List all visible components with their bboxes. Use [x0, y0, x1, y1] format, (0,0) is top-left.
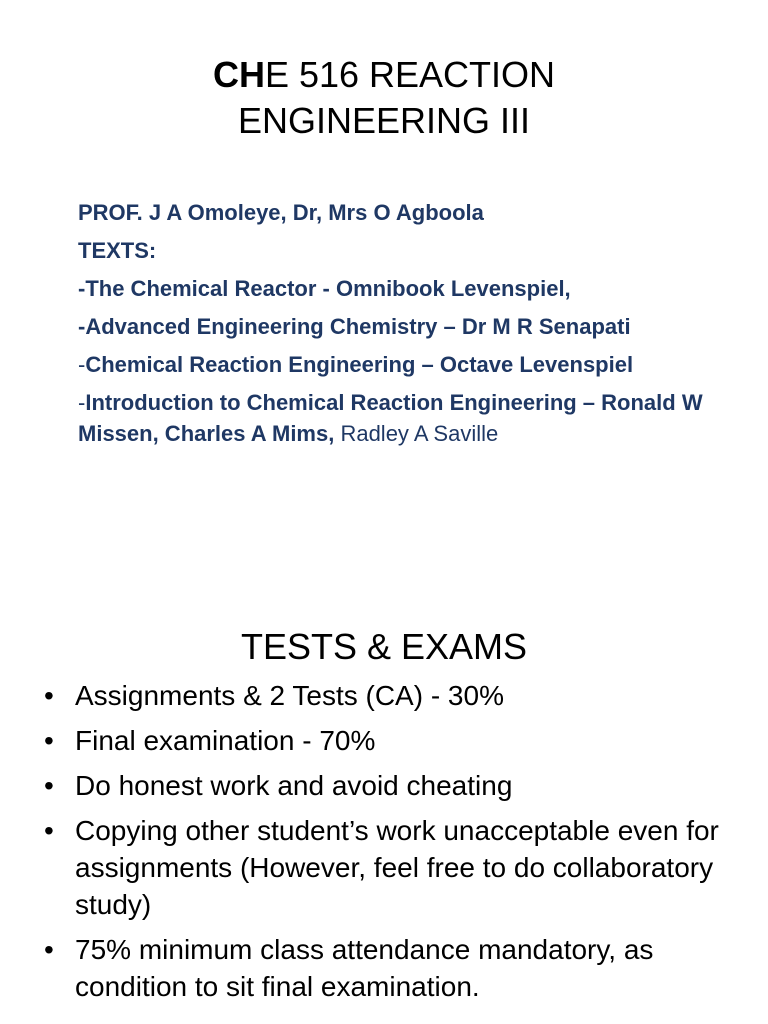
lecturers-line: PROF. J A Omoleye, Dr, Mrs O Agboola: [78, 200, 484, 225]
bullet-icon: •: [44, 815, 54, 846]
assessment-list: [44, 677, 744, 1013]
reference-text: -The Chemical Reactor - Omnibook Levenspiel,: [78, 276, 571, 301]
reference-item: [78, 311, 718, 342]
bullet-icon: •: [44, 770, 54, 801]
course-title-line1: E 516 REACTION: [264, 54, 556, 95]
assessment-item: [44, 767, 744, 804]
course-details-list: [78, 197, 718, 456]
reference-prefix: -: [78, 390, 86, 415]
reference-text: Chemical Reaction Engineering – Octave Levenspiel: [85, 352, 634, 377]
assessment-text: Do honest work and avoid cheating: [75, 770, 513, 801]
bullet-icon: •: [44, 934, 54, 965]
assessment-text: 75% minimum class attendance mandatory, as condition to sit final examination.: [75, 934, 654, 1002]
reference-tail: Radley A Saville: [340, 421, 499, 446]
course-title-prefix: CH: [212, 54, 265, 95]
course-title: [0, 52, 768, 144]
assessment-item: [44, 931, 744, 1005]
assessment-text: Final examination - 70%: [75, 725, 376, 756]
reference-prefix: -: [78, 352, 86, 377]
texts-heading: TEXTS:: [78, 238, 157, 263]
assessment-item: [44, 722, 744, 759]
reference-text: Introduction to Chemical Reaction Engineering – Ronald W Missen, Charles A Mims,: [78, 390, 703, 446]
assessment-item: [44, 677, 744, 714]
course-title-line2: ENGINEERING III: [237, 100, 531, 141]
tests-exams-title: TESTS & EXAMS: [240, 626, 528, 667]
bullet-icon: •: [44, 725, 54, 756]
bullet-icon: •: [44, 680, 54, 711]
slide-tests-exams: [0, 560, 768, 1024]
reference-text: -Advanced Engineering Chemistry – Dr M R Senapati: [78, 314, 631, 339]
reference-item: [78, 349, 718, 380]
reference-item: [78, 273, 718, 304]
reference-item: [78, 387, 718, 449]
assessment-item: [44, 812, 744, 923]
assessment-text: Copying other student’s work unacceptable even for assignments (However, feel free to do collaboratory study): [75, 815, 719, 920]
assessment-text: Assignments & 2 Tests (CA) - 30%: [75, 680, 504, 711]
